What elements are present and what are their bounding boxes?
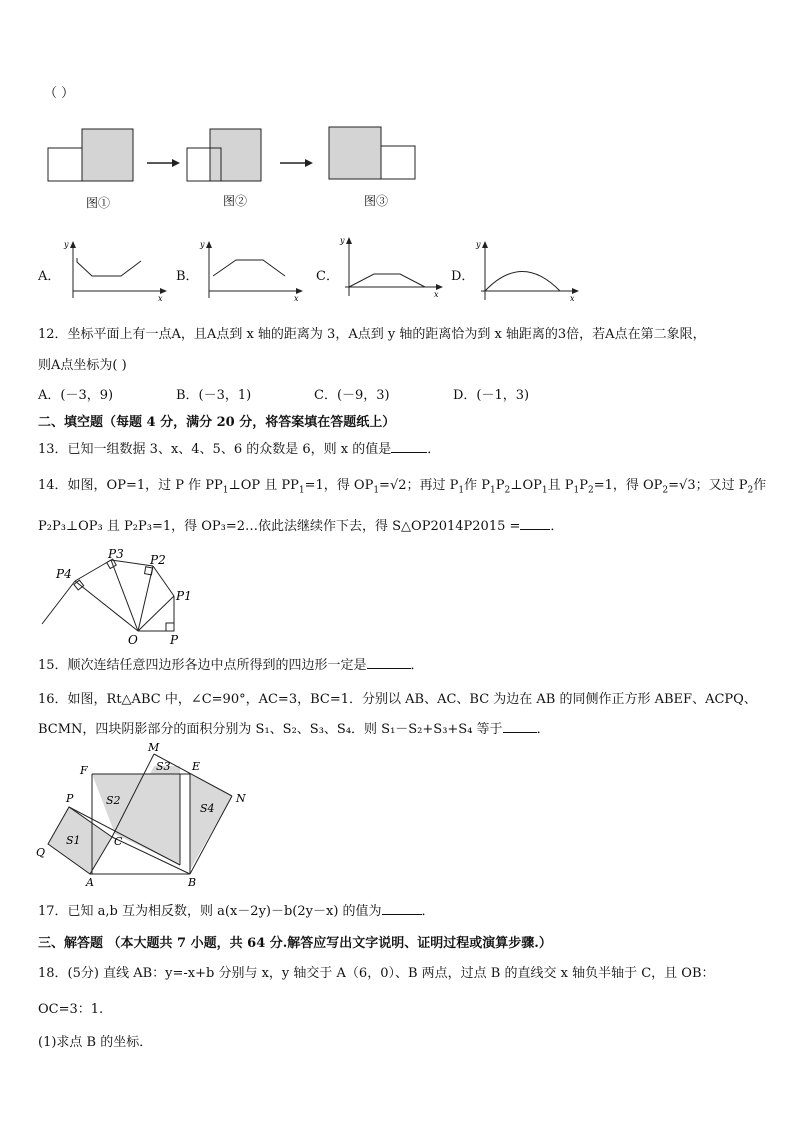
s2-label: S2	[106, 794, 121, 807]
answer-paren: （ ）	[44, 86, 75, 101]
figure-label-2: 图②	[223, 194, 248, 208]
q14-sub: 1	[573, 485, 580, 496]
p3-label: P3	[108, 547, 124, 561]
q13-text: 13．已知一组数据 3、x、4、5、6 的众数是 6，则 x 的值是	[38, 442, 392, 457]
q14-text-f: P	[495, 478, 505, 493]
q16-line2: BCMN，四块阴影部分的面积分别为 S₁、S₂、S₃、S₄．则 S₁－S₂+S₃+S₄ 等于 ．	[38, 722, 550, 737]
q14-sub: 2	[747, 485, 754, 496]
q14-sub: 1	[298, 485, 305, 496]
q16-blank	[503, 720, 537, 733]
p4-label: P4	[56, 567, 72, 581]
p-label: P	[66, 792, 74, 805]
option-b-label: B．	[176, 269, 199, 284]
f-label: F	[80, 764, 88, 777]
q14-text-h: 且 P	[547, 478, 574, 493]
q14-sub: 2	[504, 485, 511, 496]
q12-line2: 则A点坐标为( )	[38, 358, 127, 373]
s1-label: S1	[66, 834, 81, 847]
p2-label: P2	[150, 553, 166, 567]
q14-blank	[520, 517, 550, 530]
q14-sub: 1	[222, 485, 229, 496]
q14-text-k: =√3；又过 P	[668, 478, 748, 493]
x-axis-label: x	[570, 294, 575, 303]
q18-line3: (1)求点 B 的坐标．	[38, 1035, 153, 1050]
q14-sub: 2	[587, 485, 594, 496]
figure-label-3: 图③	[364, 194, 389, 208]
figure-label-1: 图①	[86, 196, 111, 210]
q14-line2-text: P₂P₃⊥OP₃ 且 P₂P₃=1，得 OP₃=2…依此法继续作下去，得 S△OP2014P2015 =	[38, 519, 521, 534]
option-d-graph	[472, 238, 582, 306]
e-label: E	[192, 760, 201, 773]
q17-blank	[382, 902, 422, 915]
section3-header: 三、解答题 （本大题共 7 小题，共 64 分.解答应写出文字说明、证明过程或演算步骤.）	[38, 936, 552, 951]
option-c-label: C．	[316, 269, 339, 284]
q15-blank	[367, 656, 411, 669]
q14-sub: 1	[541, 485, 548, 496]
option-a-graph	[60, 238, 170, 306]
p-label: P	[170, 633, 179, 646]
y-axis-label: y	[476, 240, 481, 249]
q13-blank	[391, 440, 427, 453]
option-d-label: D．	[451, 269, 475, 284]
q12-option-a: A．(－3，9)	[38, 388, 114, 403]
q14-text-g: ⊥OP	[510, 478, 542, 493]
s4-label: S4	[200, 802, 215, 815]
q17-text: 17．已知 a,b 互为相反数，则 a(x－2y)－b(2y－x) 的值为	[38, 904, 382, 919]
q15-text: 15．顺次连结任意四边形各边中点所得到的四边形一定是	[38, 658, 367, 673]
q14-line1	[38, 474, 766, 496]
m-label: M	[148, 741, 160, 754]
spiral-triangle-figure	[36, 546, 206, 646]
q14-text-l: 作	[753, 478, 767, 493]
c-label: C	[114, 835, 123, 848]
q14-line2: P₂P₃⊥OP₃ 且 P₂P₃=1，得 OP₃=2…依此法继续作下去，得 S△OP2014P2015 = ．	[38, 519, 564, 534]
q14-text-e: 作 P	[464, 478, 490, 493]
o-label: O	[128, 633, 138, 646]
q12-line1: 12．坐标平面上有一点A，且A点到 x 轴的距离为 3，A点到 y 轴的距离恰为到 x 轴距离的3倍，若A点在第二象限，	[38, 327, 706, 342]
q14-sub: 1	[373, 485, 380, 496]
q14-sub: 1	[458, 485, 465, 496]
q18-line2: OC=3：1.	[38, 1002, 104, 1017]
q12-option-c: C．(－9，3)	[314, 388, 390, 403]
q-label: Q	[36, 846, 46, 859]
q16-line2-text: BCMN，四块阴影部分的面积分别为 S₁、S₂、S₃、S₄．则 S₁－S₂+S₃+S₄ 等于	[38, 722, 503, 737]
q13-line: 13．已知一组数据 3、x、4、5、6 的众数是 6，则 x 的值是 ．	[38, 442, 441, 457]
q14-text-a: 14．如图，OP=1，过 P 作 PP	[38, 478, 223, 493]
q15-line: 15．顺次连结任意四边形各边中点所得到的四边形一定是 ．	[38, 658, 424, 673]
a-label: A	[86, 876, 94, 889]
y-axis-label: y	[64, 240, 69, 249]
q18-line1: 18．(5分) 直线 AB：y=-x+b 分别与 x，y 轴交于 A（6，0）、B 两点，过点 B 的直线交 x 轴负半轴于 C，且 OB：	[38, 966, 715, 981]
b-label: B	[188, 876, 197, 889]
y-axis-label: y	[200, 240, 205, 249]
q17-line: 17．已知 a,b 互为相反数，则 a(x－2y)－b(2y－x) 的值为 ．	[38, 904, 435, 919]
q16-line1: 16．如图，Rt△ABC 中，∠C=90°，AC=3，BC=1．分别以 AB、AC、BC 为边在 AB 的同侧作正方形 ABEF、ACPQ、	[38, 692, 757, 707]
q14-text-j: =1，得 OP	[593, 478, 663, 493]
x-axis-label: x	[294, 294, 299, 303]
section2-header: 二、填空题（每题 4 分，满分 20 分，将答案填在答题纸上）	[38, 415, 396, 430]
q14-text-i: P	[579, 478, 588, 493]
q12-option-b: B．(－3，1)	[176, 388, 252, 403]
x-axis-label: x	[158, 294, 163, 303]
q14-text-d: =√2；再过 P	[379, 478, 459, 493]
q14-text-c: =1，得 OP	[304, 478, 374, 493]
q14-text-b: ⊥OP 且 PP	[228, 478, 299, 493]
q14-sub: 2	[662, 485, 669, 496]
squares-on-triangle-figure	[30, 740, 260, 890]
option-c-graph	[336, 234, 446, 302]
s3-label: S3	[156, 760, 171, 773]
q14-sub: 1	[490, 485, 496, 496]
x-axis-label: x	[434, 290, 439, 299]
n-label: N	[236, 792, 246, 805]
q12-option-d: D．(－1，3)	[453, 388, 530, 403]
option-a-label: A．	[38, 269, 61, 284]
option-b-graph	[196, 238, 306, 306]
y-axis-label: y	[340, 236, 345, 245]
p1-label: P1	[176, 589, 192, 603]
